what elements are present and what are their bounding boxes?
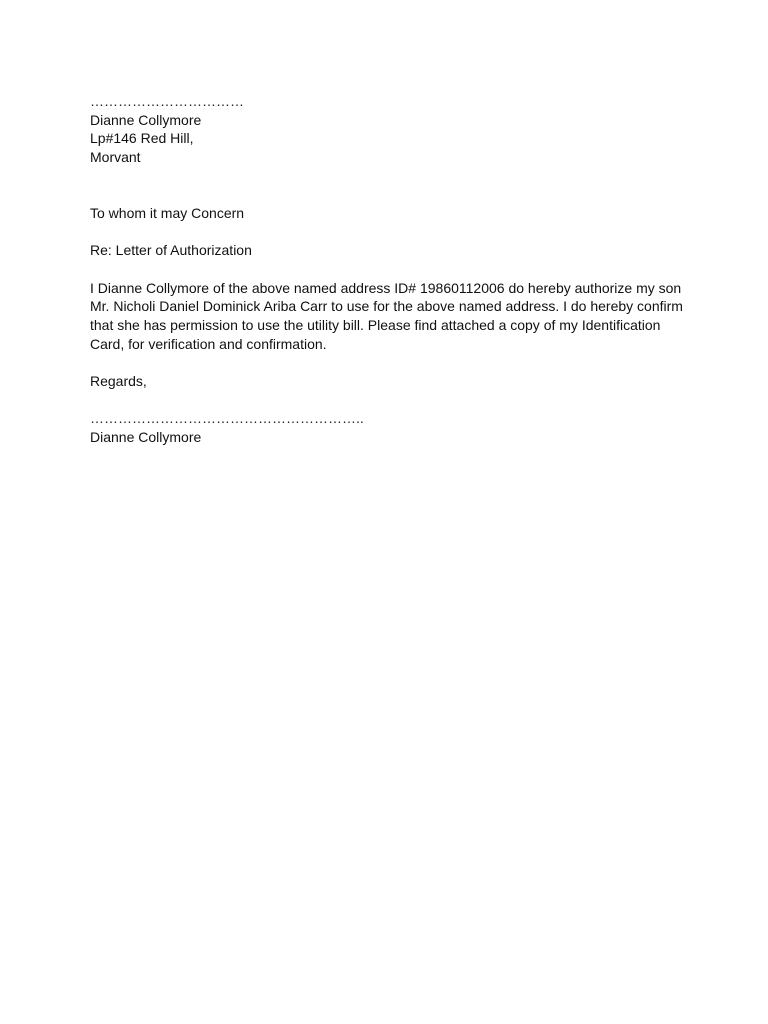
closing: Regards, [90, 373, 147, 390]
spacer [90, 260, 690, 279]
letter-document [90, 92, 690, 447]
body-line: I Dianne Collymore of the above named address ID# 19860112006 do hereby authorize my son [90, 279, 682, 296]
subject-line: Re: Letter of Authorization [90, 242, 252, 259]
spacer [90, 353, 690, 372]
spacer [90, 167, 690, 204]
signature-name: Dianne Collymore [90, 429, 202, 446]
body-line: Card, for verification and confirmation. [90, 335, 327, 352]
sender-name: Dianne Collymore [90, 111, 202, 128]
spacer [90, 391, 690, 410]
body-line: that she has permission to use the utility bill. Please find attached a copy of my Identification [90, 317, 661, 333]
signature-line: ………………………………………………….. [90, 410, 364, 427]
address-line-1: Lp#146 Red Hill, [90, 130, 194, 147]
body-line: Mr. Nicholi Daniel Dominick Ariba Carr to use for the above named address. I do hereby confirm [90, 298, 683, 315]
body-paragraph [90, 279, 690, 354]
address-line-2: Morvant [90, 149, 141, 166]
salutation: To whom it may Concern [90, 204, 245, 221]
sender-signature-line: …………………………… [90, 93, 244, 109]
spacer [90, 223, 690, 242]
